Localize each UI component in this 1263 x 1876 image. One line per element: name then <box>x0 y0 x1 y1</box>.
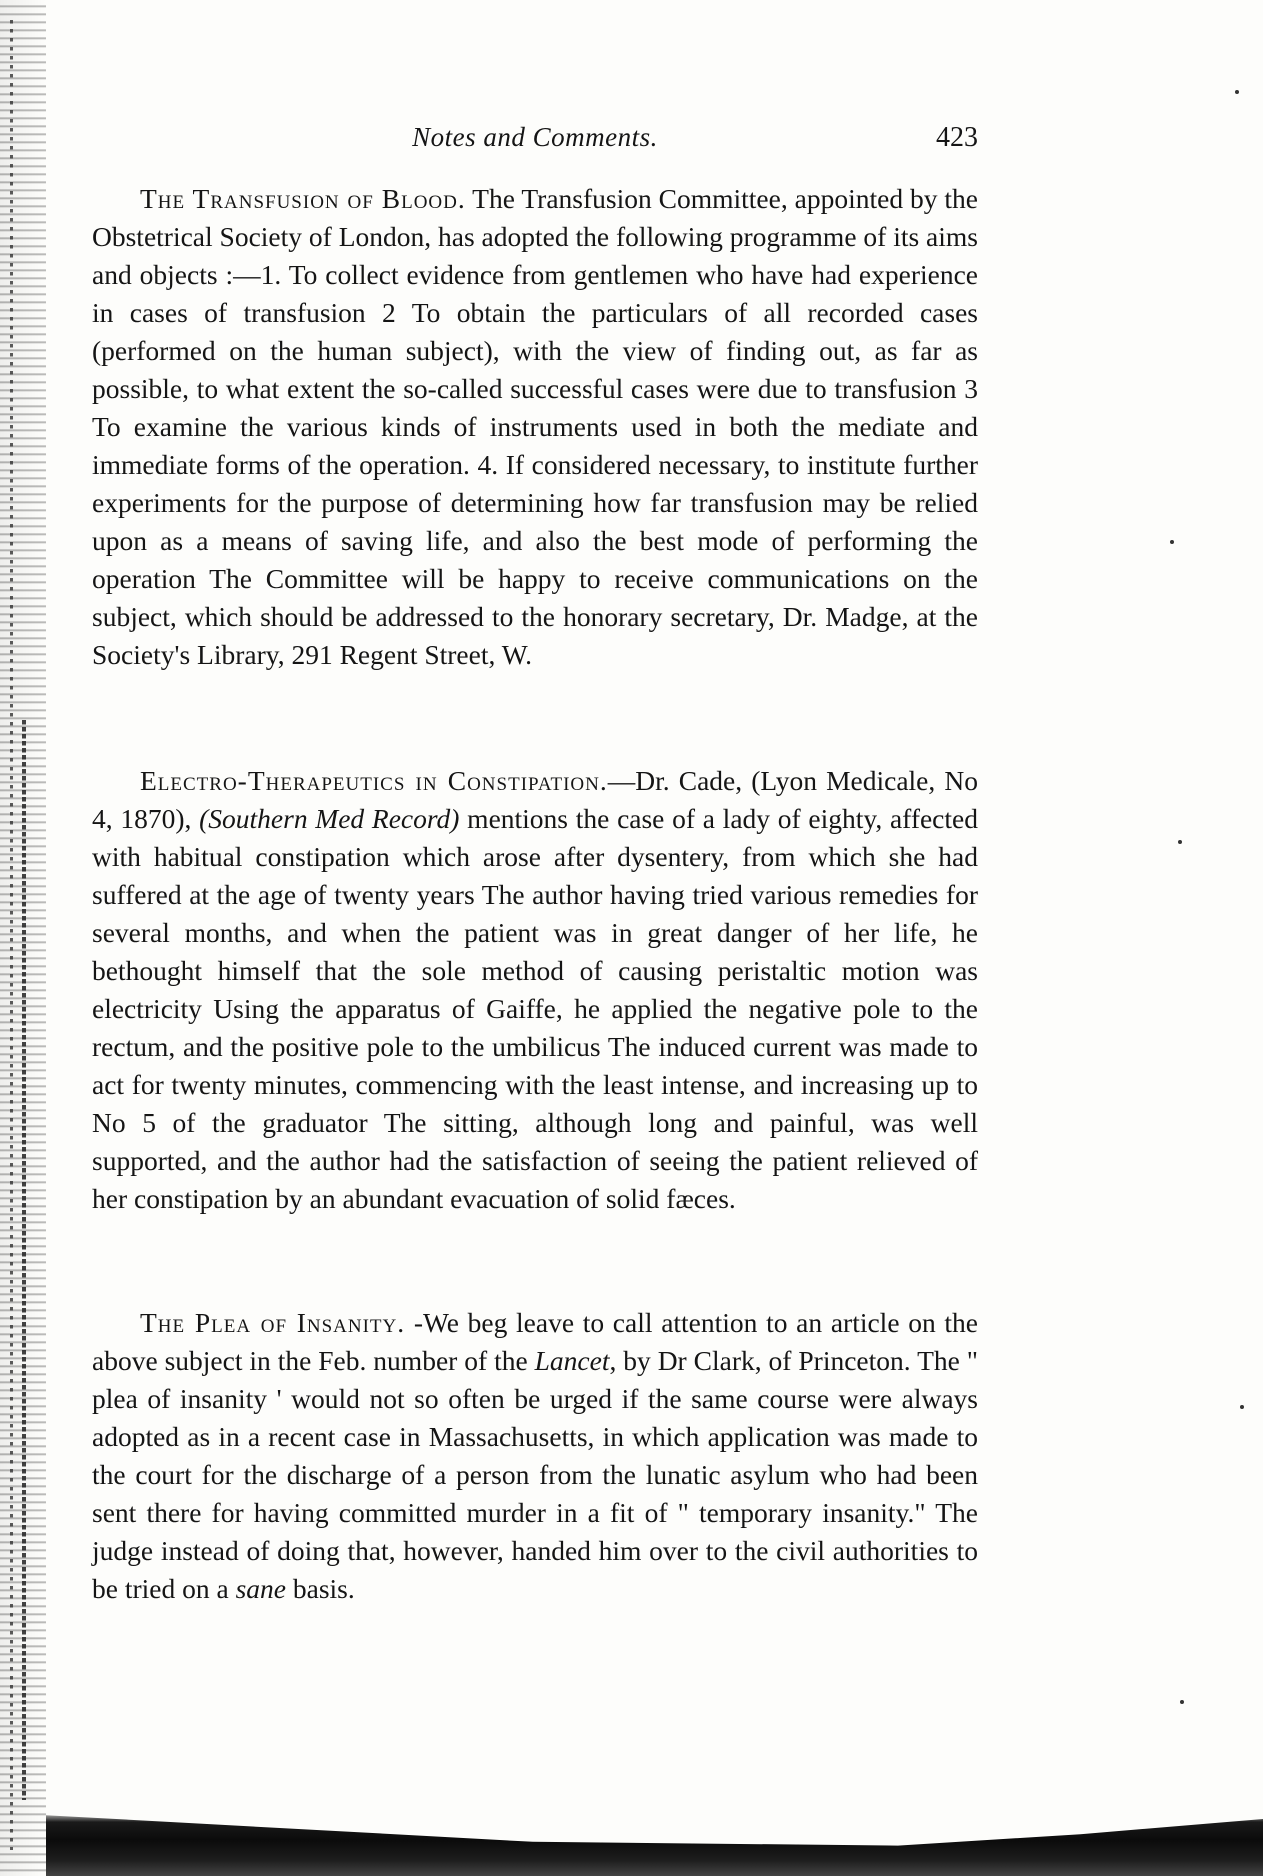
article-electro-therapeutics <box>92 762 978 1218</box>
article-plea-of-insanity <box>92 1304 978 1608</box>
article-body: —Dr. Cade, (Lyon Medicale, No 4, 1870), <box>92 765 979 834</box>
article-heading: The Transfusion of Blood. <box>140 183 466 214</box>
article-body: -We beg leave to call attention to an article on the above subject in the Feb. number of the <box>92 1307 979 1376</box>
scan-speck <box>1235 90 1239 94</box>
journal-title: Lancet <box>534 1345 610 1376</box>
page-number: 423 <box>936 122 978 153</box>
article-heading: The Plea of Insanity. <box>140 1307 406 1338</box>
scan-speck <box>1240 1405 1244 1409</box>
article-body: basis. <box>285 1573 355 1604</box>
scan-speck <box>1180 1700 1184 1704</box>
article-heading: Electro-Therapeutics in Constipation. <box>140 765 608 796</box>
article-body: , by Dr Clark, of Princeton. The " plea of insanity ' would not so often be urged if the same course were always adopted as in a recent case in Massachusetts, in which application was made to the court for the discharge of a person from the lunatic asylum who had been sent there for having committed murder in a fit of " temporary insanity." The judge instead of doing that, however, handed him over to the civil authorities to be tried on a <box>92 1345 978 1604</box>
article-body: mentions the case of a lady of eighty, affected with habitual constipation which arose after dysentery, from which she had suffered at the age of twenty years The author having tried various remedies for several months, and when the patient was in great danger of her life, he bethought himself that the sole method of causing peristaltic motion was electricity Using the apparatus of Gaiffe, he applied the negative pole to the rectum, and the positive pole to the umbilicus The induced current was made to act for twenty minutes, commencing with the least intense, and increasing up to No 5 of the graduator The sitting, although long and painful, was well supported, and the author had the satisfaction of seeing the patient relieved of her constipation by an abundant evacuation of solid fæces. <box>92 803 978 1214</box>
running-title: Notes and Comments. <box>412 122 658 152</box>
scan-bottom-edge <box>46 1800 1263 1876</box>
article-transfusion <box>92 180 978 674</box>
page-header <box>92 122 978 162</box>
binding-edge <box>0 0 46 1876</box>
article-body: The Transfusion Committee, appointed by the Obstetrical Society of London, has adopted the following programme of its aims and objects :—1. To collect evidence from gentlemen who have had experience in cases of transfusion 2 To obtain the particulars of all recorded cases (performed on the human subject), with the view of finding out, as far as possible, to what extent the so-called successful cases were due to transfusion 3 To examine the various kinds of instruments used in both the mediate and immediate forms of the operation. 4. If considered necessary, to institute further experiments for the purpose of determining how far transfusion may be relied upon as a means of saving life, and also the best mode of performing the operation The Committee will be happy to receive communications on the subject, which should be addressed to the honorary secretary, Dr. Madge, at the Society's Library, 291 Regent Street, W. <box>92 183 978 670</box>
scan-speck <box>1178 840 1182 844</box>
article-citation: (Southern Med Record) <box>199 803 460 834</box>
emphasis-word: sane <box>235 1573 286 1604</box>
scan-speck <box>1170 540 1174 544</box>
